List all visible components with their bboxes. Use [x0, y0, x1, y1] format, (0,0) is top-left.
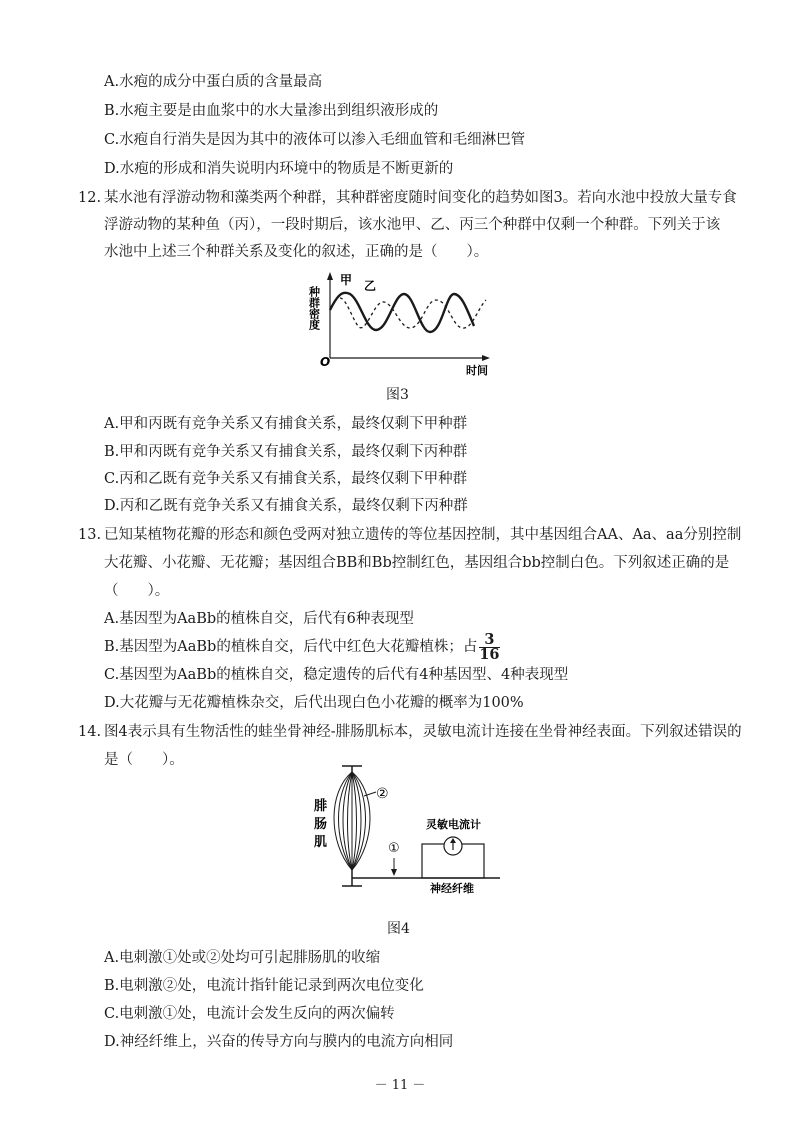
series-yi-label: 乙: [364, 279, 377, 293]
galvanometer-label: 灵敏电流计: [426, 818, 481, 831]
page-number: － 11 －: [374, 1078, 426, 1093]
muscle-label-1: 腓: [314, 799, 328, 814]
q13-stem-line2: 大花瓣、小花瓣、无花瓣；基因组合BB和Bb控制红色，基因组合bb控制白色。下列叙述正确的是: [104, 555, 730, 571]
y-axis-label: 种群密度: [307, 286, 321, 330]
q14-option-c: C.电刺激①处，电流计会发生反向的两次偏转: [104, 1006, 395, 1022]
q12-stem-line1: 某水池有浮游动物和藻类两个种群，其种群密度随时间变化的趋势如图3。若向水池中投放大量专食: [104, 190, 737, 206]
q13-option-b: [104, 630, 500, 664]
q11-option-a: A.水疱的成分中蛋白质的含量最高: [104, 74, 323, 90]
gastrocnemius-muscle: [334, 772, 370, 870]
q12-stem-line2: 浮游动物的某种鱼（丙），一段时期后，该水池甲、乙、丙三个种群中仅剩一个种群。下列关于该: [104, 217, 721, 233]
q11-option-c: C.水疱自行消失是因为其中的液体可以渗入毛细血管和毛细淋巴管: [104, 132, 526, 148]
nerve-fiber-label: 神经纤维: [430, 882, 474, 894]
figure4-caption: 图4: [387, 921, 410, 937]
q13-stem-line3: （ ）。: [104, 583, 170, 599]
q14-option-b: B.电刺激②处，电流计指针能记录到两次电位变化: [104, 978, 424, 994]
series-jia-label: 甲: [340, 273, 353, 287]
mark-1-label: ①: [388, 841, 400, 856]
q12-number: 12.: [78, 190, 102, 206]
q12-option-d: D.丙和乙既有竞争关系又有捕食关系，最终仅剩下丙种群: [104, 498, 468, 514]
muscle-label-3: 肌: [314, 835, 328, 850]
q14-stem-line1: 图4表示具有生物活性的蛙坐骨神经-腓肠肌标本，灵敏电流计连接在坐骨神经表面。下列叙述错误的: [104, 724, 742, 740]
q11-option-d: D.水疱的形成和消失说明内环境中的物质是不断更新的: [104, 161, 454, 177]
q12-stem-line3: 水池中上述三个种群关系及变化的叙述，正确的是（ ）。: [104, 244, 489, 260]
q14-stem-line2: 是（ ）。: [104, 752, 184, 768]
q13-option-d: D.大花瓣与无花瓣植株杂交，后代出现白色小花瓣的概率为100%: [104, 695, 524, 711]
q13-number: 13.: [78, 527, 102, 543]
y-axis-arrow: [327, 272, 333, 280]
q14-option-d: D.神经纤维上，兴奋的传导方向与膜内的电流方向相同: [104, 1034, 454, 1050]
q13-stem-line1: 已知某植物花瓣的形态和颜色受两对独立遗传的等位基因控制，其中基因组合AA、Aa、aa分别控制: [104, 527, 742, 543]
muscle-label-2: 肠: [314, 817, 328, 832]
x-axis-label: 时间: [466, 364, 488, 377]
fraction-numerator: 3: [479, 633, 499, 648]
q13-option-b-text: B.基因型为AaBb的植株自交，后代中红色大花瓣植株；占: [104, 639, 478, 655]
series-jia-curve: [330, 293, 474, 332]
q11-option-b: B.水疱主要是由血浆中的水大量渗出到组织液形成的: [104, 103, 439, 119]
figure4-nerve-muscle-diagram: [300, 762, 510, 894]
mark-2-label: ②: [376, 786, 389, 802]
fraction-three-sixteenths: [479, 630, 500, 663]
q12-option-a: A.甲和丙既有竞争关系又有捕食关系，最终仅剩下甲种群: [104, 416, 468, 432]
figure3-caption: 图3: [386, 387, 409, 403]
q13-option-a: A.基因型为AaBb的植株自交，后代有6种表现型: [104, 611, 414, 627]
q13-option-c: C.基因型为AaBb的植株自交，稳定遗传的后代有4种基因型、4种表现型: [104, 667, 569, 683]
q14-number: 14.: [78, 724, 102, 740]
figure3-population-graph: [300, 268, 500, 378]
q12-option-b: B.甲和丙既有竞争关系又有捕食关系，最终仅剩下丙种群: [104, 444, 468, 460]
fraction-denominator: 16: [479, 645, 500, 663]
x-axis-arrow: [482, 355, 490, 361]
q14-option-a: A.电刺激①处或②处均可引起腓肠肌的收缩: [104, 950, 381, 966]
stimulus-arrow-icon: [391, 869, 397, 876]
q12-option-c: C.丙和乙既有竞争关系又有捕食关系，最终仅剩下甲种群: [104, 471, 468, 487]
origin-label: O: [320, 355, 331, 369]
